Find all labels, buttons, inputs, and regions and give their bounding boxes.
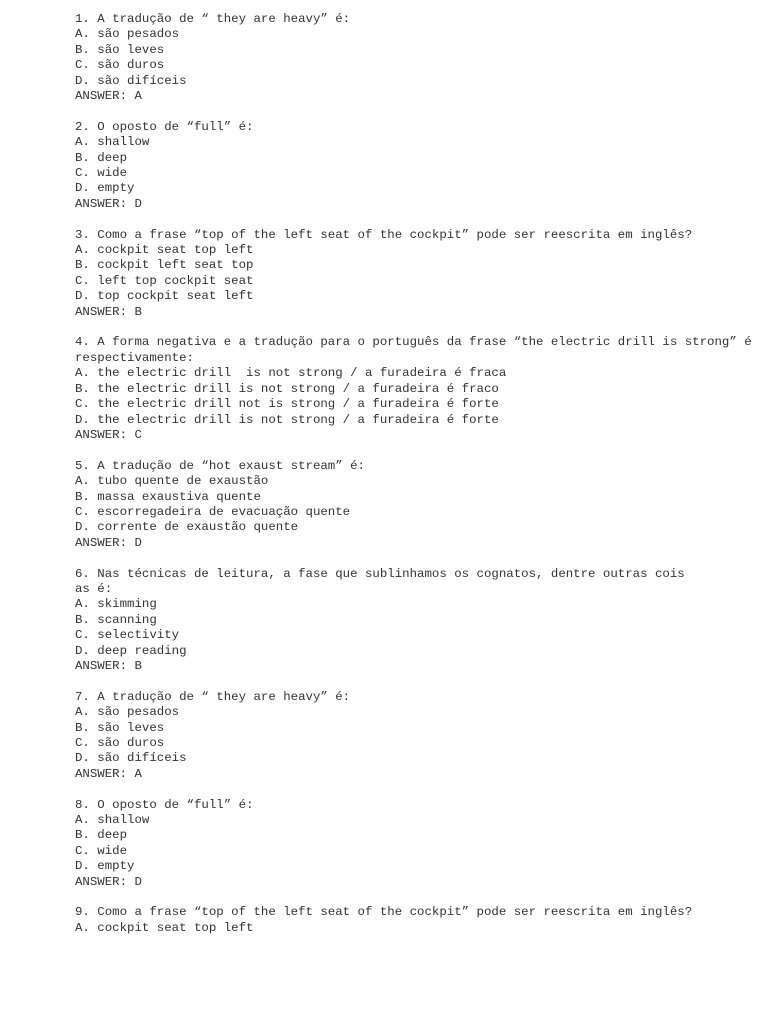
option-b: B. cockpit left seat top xyxy=(75,258,254,273)
question-stem: 4. A forma negativa e a tradução para o português da frase “the electric drill is strong” é respectivamente: xyxy=(75,335,760,365)
option-c: C. escorregadeira de evacuação quente xyxy=(75,504,351,519)
question-stem: 2. O oposto de “full” é: xyxy=(75,119,254,134)
option-c: C. selectivity xyxy=(75,628,180,643)
question-6 xyxy=(75,567,765,675)
question-stem: 9. Como a frase “top of the left seat of the cockpit” pode ser reescrita em inglês? xyxy=(75,905,693,920)
question-stem: 5. A tradução de “hot exaust stream” é: xyxy=(75,458,365,473)
option-c: C. são duros xyxy=(75,736,165,750)
answer-key: ANSWER: C xyxy=(75,427,142,442)
question-stem: 3. Como a frase “top of the left seat of the cockpit” pode ser reescrita em inglês? xyxy=(75,227,693,242)
option-a: A. cockpit seat top left xyxy=(75,920,254,935)
option-a: A. são pesados xyxy=(75,27,180,42)
question-stem: 1. A tradução de “ they are heavy” é: xyxy=(75,12,351,26)
option-b: B. massa exaustiva quente xyxy=(75,489,261,504)
answer-key: ANSWER: D xyxy=(75,196,142,211)
option-b: B. deep xyxy=(75,828,128,843)
question-1 xyxy=(75,12,765,104)
answer-key: ANSWER: D xyxy=(75,535,142,550)
option-d: D. empty xyxy=(75,859,135,874)
option-b: B. são leves xyxy=(75,42,165,57)
option-c: C. the electric drill not is strong / a furadeira é forte xyxy=(75,397,499,412)
answer-key: ANSWER: A xyxy=(75,89,142,104)
option-b: B. são leves xyxy=(75,720,165,735)
option-b: B. scanning xyxy=(75,612,157,627)
question-3 xyxy=(75,228,765,320)
option-a: A. the electric drill is not strong / a furadeira é fraca xyxy=(75,366,507,381)
option-c: C. wide xyxy=(75,166,128,181)
option-c: C. left top cockpit seat xyxy=(75,273,254,288)
option-a: A. cockpit seat top left xyxy=(75,243,254,258)
option-a: A. skimming xyxy=(75,597,157,612)
question-8 xyxy=(75,798,765,890)
document-page xyxy=(75,12,765,952)
question-stem: 6. Nas técnicas de leitura, a fase que sublinhamos os cognatos, dentre outras cois as é: xyxy=(75,566,693,596)
question-5 xyxy=(75,459,765,551)
question-9 xyxy=(75,905,765,936)
option-b: B. deep xyxy=(75,150,128,165)
option-d: D. deep reading xyxy=(75,643,187,658)
option-a: A. são pesados xyxy=(75,705,180,720)
option-c: C. são duros xyxy=(75,58,165,73)
option-d: D. top cockpit seat left xyxy=(75,289,254,304)
option-d: D. the electric drill is not strong / a furadeira é forte xyxy=(75,412,499,427)
answer-key: ANSWER: B xyxy=(75,658,142,673)
option-d: D. corrente de exaustão quente xyxy=(75,520,299,535)
question-4 xyxy=(75,335,765,443)
option-c: C. wide xyxy=(75,843,128,858)
answer-key: ANSWER: A xyxy=(75,766,142,781)
option-a: A. shallow xyxy=(75,813,150,828)
option-d: D. são difíceis xyxy=(75,751,187,766)
answer-key: ANSWER: D xyxy=(75,874,142,889)
option-a: A. tubo quente de exaustão xyxy=(75,474,269,489)
question-stem: 7. A tradução de “ they are heavy” é: xyxy=(75,689,351,704)
question-7 xyxy=(75,690,765,782)
option-b: B. the electric drill is not strong / a furadeira é fraco xyxy=(75,381,499,396)
option-a: A. shallow xyxy=(75,135,150,150)
option-d: D. são difíceis xyxy=(75,73,187,88)
answer-key: ANSWER: B xyxy=(75,304,142,319)
option-d: D. empty xyxy=(75,181,135,196)
question-2 xyxy=(75,120,765,212)
question-stem: 8. O oposto de “full” é: xyxy=(75,797,254,812)
